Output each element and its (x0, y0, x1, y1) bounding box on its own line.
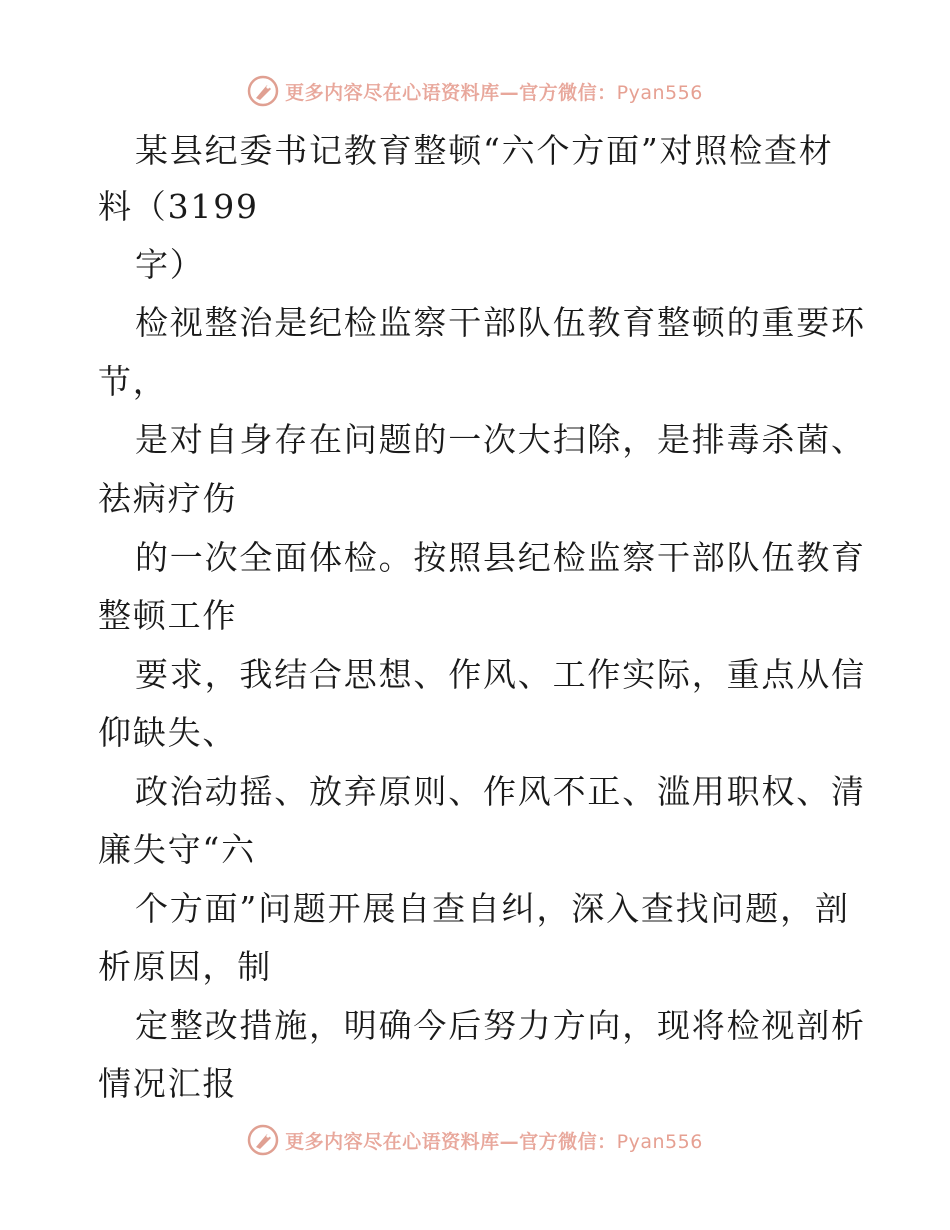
paragraph-line: 廉失守“六 (98, 830, 256, 869)
paragraph-line: 定整改措施，明确今后努力方向，现将检视剖析 (135, 1006, 866, 1045)
paragraph-line: 是对自身存在问题的一次大扫除，是排毒杀菌、 (135, 420, 866, 459)
paragraph-line: 祛病疗伤 (98, 479, 238, 518)
paragraph-line: 检视整治是纪检监察干部队伍教育整顿的重要环 (135, 303, 866, 342)
paragraph-line: 整顿工作 (98, 596, 238, 635)
document-title-line-3: 字） (135, 245, 205, 284)
paragraph-line: 节， (98, 362, 168, 401)
pen-nib-icon (247, 75, 279, 107)
pen-nib-icon (247, 1124, 279, 1156)
paragraph-line: 仰缺失、 (98, 713, 238, 752)
paragraph-line: 政治动摇、放弃原则、作风不正、滥用职权、清 (135, 772, 866, 811)
document-title-line-1: 某县纪委书记教育整顿“六个方面”对照检查材 (135, 131, 834, 170)
paragraph-line: 要求，我结合思想、作风、工作实际，重点从信 (135, 655, 866, 694)
paragraph-line: 情况汇报 (98, 1064, 238, 1103)
paragraph-line: 析原因，制 (98, 947, 272, 986)
document-title-line-2: 料（3199 (98, 187, 259, 226)
footer-watermark (0, 1120, 950, 1160)
header-watermark (0, 71, 950, 111)
watermark-text: 更多内容尽在心语资料库—官方微信：Pyan556 (285, 1130, 703, 1153)
paragraph-line: 的一次全面体检。按照县纪检监察干部队伍教育 (135, 538, 866, 577)
watermark-text: 更多内容尽在心语资料库—官方微信：Pyan556 (285, 81, 703, 104)
paragraph-line: 个方面”问题开展自查自纠，深入查找问题，剖 (135, 889, 850, 928)
